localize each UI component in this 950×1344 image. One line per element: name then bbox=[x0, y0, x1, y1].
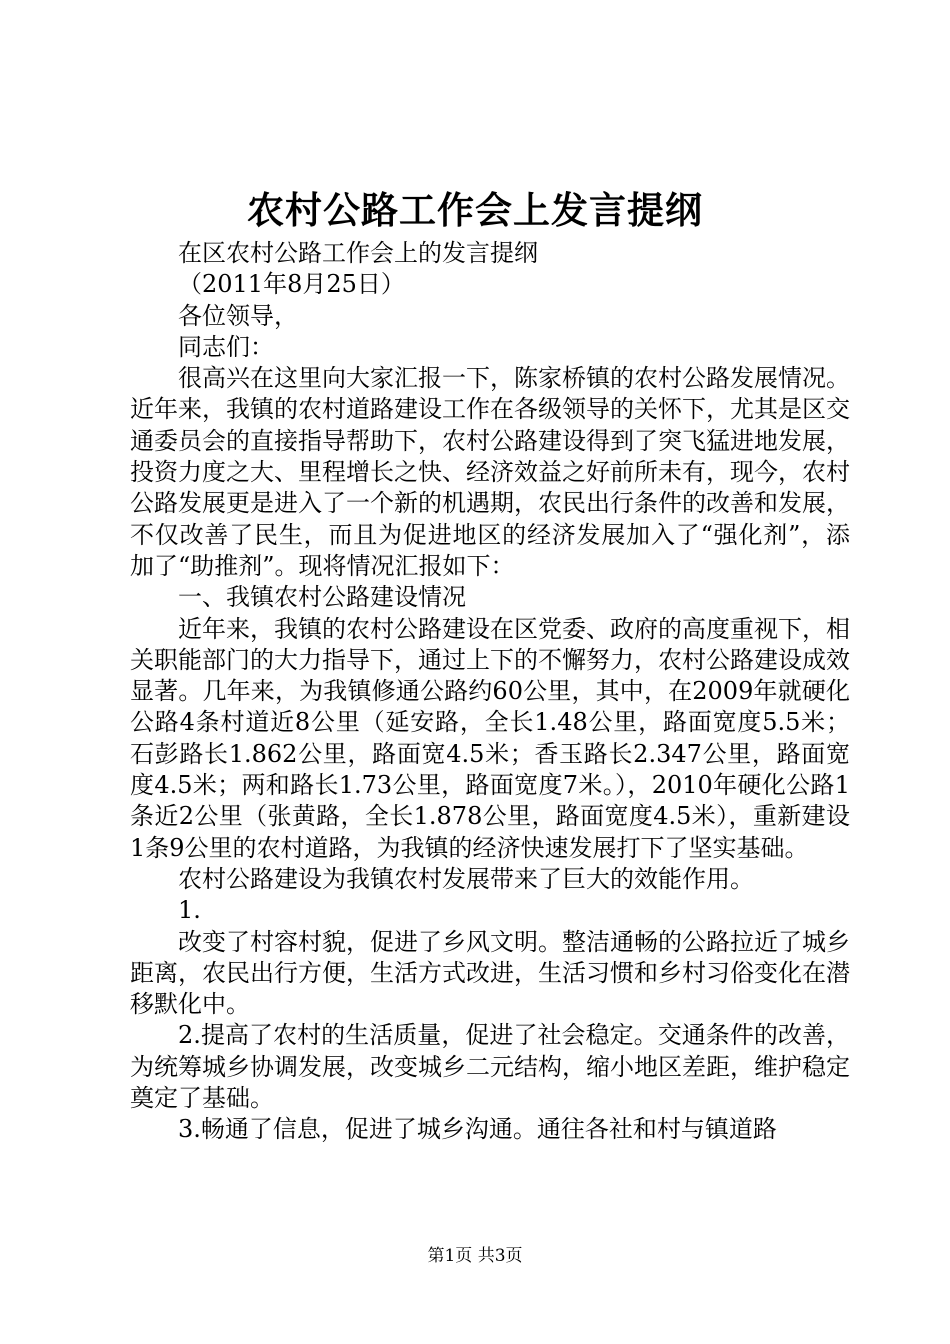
item-1-number: 1. bbox=[178, 896, 201, 925]
date-paragraph: （2011年8月25日） bbox=[178, 270, 405, 299]
page-footer: 第1页 共3页 bbox=[427, 1246, 523, 1266]
document-title: 农村公路工作会上发言提纲 bbox=[247, 188, 703, 232]
construction-paragraph: 近年来，我镇的农村公路建设在区党委、政府的高度重视下，相关职能部门的大力指导下，通过上下的不懈努力，农村公路建设成效显著。几年来，为我镇修通公路约60公里，其中，在2009年就硬化公路4条村道近8公里（延安路，全长1.48公里，路面宽度5.5米；石彭路长1.862公里，路面宽4.5米；香玉路长2.347公里，路面宽度4.5米；两和路长1.73公里，路面宽度7米。），2010年硬化公路1条近2公里（张黄路，全长1.878公里，路面宽度4.5米），重新建设1条9公里的农村道路，为我镇的经济快速发展打下了坚实基础。 bbox=[130, 614, 850, 862]
intro-paragraph: 很高兴在这里向大家汇报一下，陈家桥镇的农村公路发展情况。近年来，我镇的农村道路建设工作在各级领导的关怀下，尤其是区交通委员会的直接指导帮助下，农村公路建设得到了突飞猛进地发展，投资力度之大、里程增长之快、经济效益之好前所未有，现今，农村公路发展更是进入了一个新的机遇期，农民出行条件的改善和发展，不仅改善了民生，而且为促进地区的经济发展加入了“强化剂”，添加了“助推剂”。现将情况汇报如下： bbox=[130, 364, 850, 580]
salutation-comrades: 同志们： bbox=[178, 332, 274, 361]
salutation-leaders: 各位领导， bbox=[178, 301, 298, 330]
document-body bbox=[130, 238, 850, 1146]
section-heading-1: 一、我镇农村公路建设情况 bbox=[178, 583, 466, 612]
subtitle-paragraph: 在区农村公路工作会上的发言提纲 bbox=[178, 239, 538, 267]
item-3-paragraph: 3.畅通了信息，促进了城乡沟通。通往各社和村与镇道路 bbox=[178, 1115, 777, 1144]
item-2-paragraph: 2.提高了农村的生活质量，促进了社会稳定。交通条件的改善，为统筹城乡协调发展，改变城乡二元结构，缩小地区差距，维护稳定奠定了基础。 bbox=[130, 1021, 850, 1113]
item-1-paragraph: 改变了村容村貌，促进了乡风文明。整洁通畅的公路拉近了城乡距离，农民出行方便，生活方式改进，生活习惯和乡村习俗变化在潜移默化中。 bbox=[130, 927, 850, 1019]
effect-summary-paragraph: 农村公路建设为我镇农村发展带来了巨大的效能作用。 bbox=[178, 864, 754, 893]
